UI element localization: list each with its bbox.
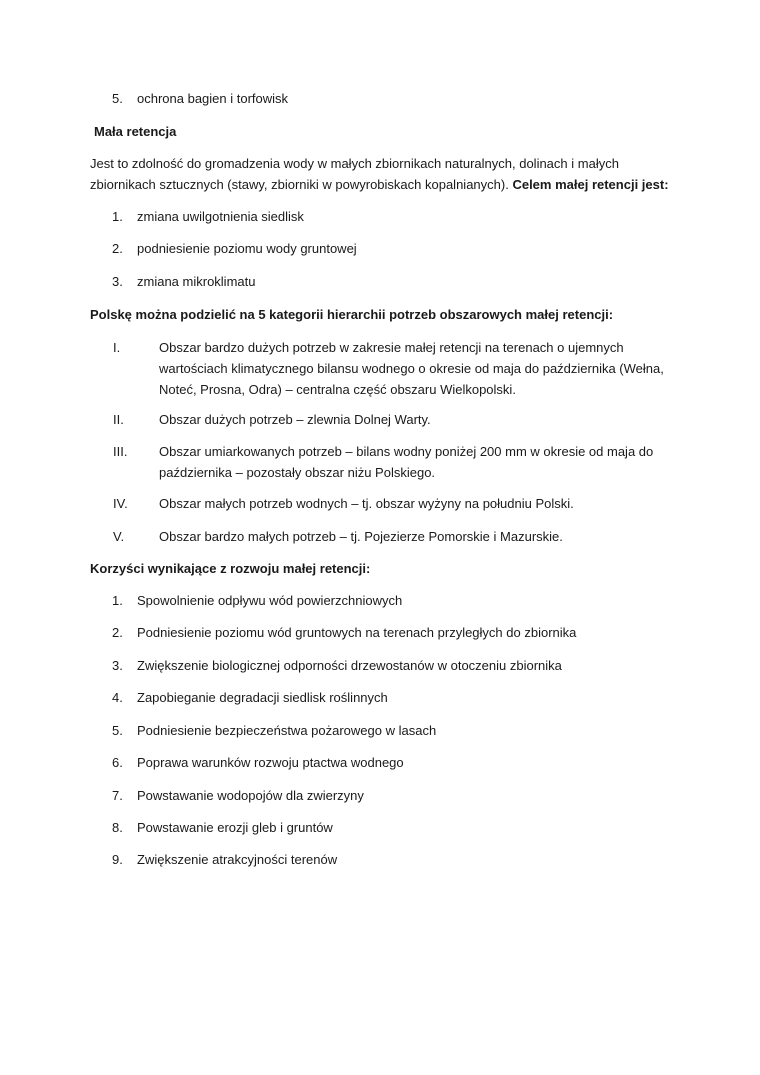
list-item-number: 5. — [112, 91, 123, 106]
list-item-number: 1. — [112, 593, 123, 608]
list-item-number: 5. — [112, 723, 123, 738]
list-item-text: zmiana mikroklimatu — [137, 274, 256, 289]
roman-list-text: Obszar bardzo dużych potrzeb w zakresie małej retencji na terenach o ujemnych wartościach klimatycznego bilansu wodnego o okresie od maja do października (Wełna, Noteć, Prosna, Odra) – centralna część obszaru Wielkopolski. — [159, 340, 664, 397]
list-item-number: 2. — [112, 241, 123, 256]
definition-bold-text: Celem małej retencji jest: — [512, 177, 669, 192]
list-item-text: Spowolnienie odpływu wód powierzchniowych — [137, 593, 403, 608]
list-item-text: Podniesienie poziomu wód gruntowych na terenach przyległych do zbiornika — [137, 625, 577, 640]
list-item-text: ochrona bagien i torfowisk — [137, 91, 289, 106]
list-item-number: 2. — [112, 625, 123, 640]
list-item-text: Zwiększenie atrakcyjności terenów — [137, 852, 338, 867]
list-item-text: podniesienie poziomu wody gruntowej — [137, 241, 357, 256]
list-item-number: 7. — [112, 788, 123, 803]
list-item-number: 1. — [112, 209, 123, 224]
list-item-text: zmiana uwilgotnienia siedlisk — [137, 209, 304, 224]
list-item-number: 3. — [112, 658, 123, 673]
list-item-text: Zapobieganie degradacji siedlisk roślinnych — [137, 690, 388, 705]
roman-list-number: IV. — [113, 496, 128, 511]
roman-list-text: Obszar dużych potrzeb – zlewnia Dolnej Warty. — [159, 412, 431, 427]
list-item-text: Powstawanie wodopojów dla zwierzyny — [137, 788, 364, 803]
list-item-number: 9. — [112, 852, 123, 867]
definition-text: Jest to zdolność do gromadzenia wody w małych zbiornikach naturalnych, dolinach i małych zbiornikach sztucznych (stawy, zbiorniki w powyrobiskach kopalnianych). — [90, 156, 619, 192]
list-item-text: Poprawa warunków rozwoju ptactwa wodnego — [137, 755, 404, 770]
list-item-text: Zwiększenie biologicznej odporności drzewostanów w otoczeniu zbiornika — [137, 658, 562, 673]
section-heading-korzysci: Korzyści wynikające z rozwoju małej retencji: — [90, 561, 371, 576]
list-item-number: 8. — [112, 820, 123, 835]
list-item-text: Podniesienie bezpieczeństwa pożarowego w lasach — [137, 723, 437, 738]
roman-list-number: V. — [113, 529, 125, 544]
section-heading-mala-retencja: Mała retencja — [94, 124, 177, 139]
roman-list-text: Obszar umiarkowanych potrzeb – bilans wodny poniżej 200 mm w okresie od maja do października – pozostały obszar niżu Polskiego. — [159, 444, 654, 480]
list-item-text: Powstawanie erozji gleb i gruntów — [137, 820, 333, 835]
list-item-number: 3. — [112, 274, 123, 289]
roman-list-text: Obszar bardzo małych potrzeb – tj. Pojezierze Pomorskie i Mazurskie. — [159, 529, 563, 544]
list-item-number: 4. — [112, 690, 123, 705]
roman-list-number: III. — [113, 444, 128, 459]
section-heading-kategorie: Polskę można podzielić na 5 kategorii hierarchii potrzeb obszarowych małej retencji: — [90, 307, 614, 322]
roman-list-number: I. — [113, 340, 121, 355]
roman-list-text: Obszar małych potrzeb wodnych – tj. obszar wyżyny na południu Polski. — [159, 496, 574, 511]
definition-paragraph — [90, 153, 680, 195]
roman-list-number: II. — [113, 412, 124, 427]
list-item-number: 6. — [112, 755, 123, 770]
